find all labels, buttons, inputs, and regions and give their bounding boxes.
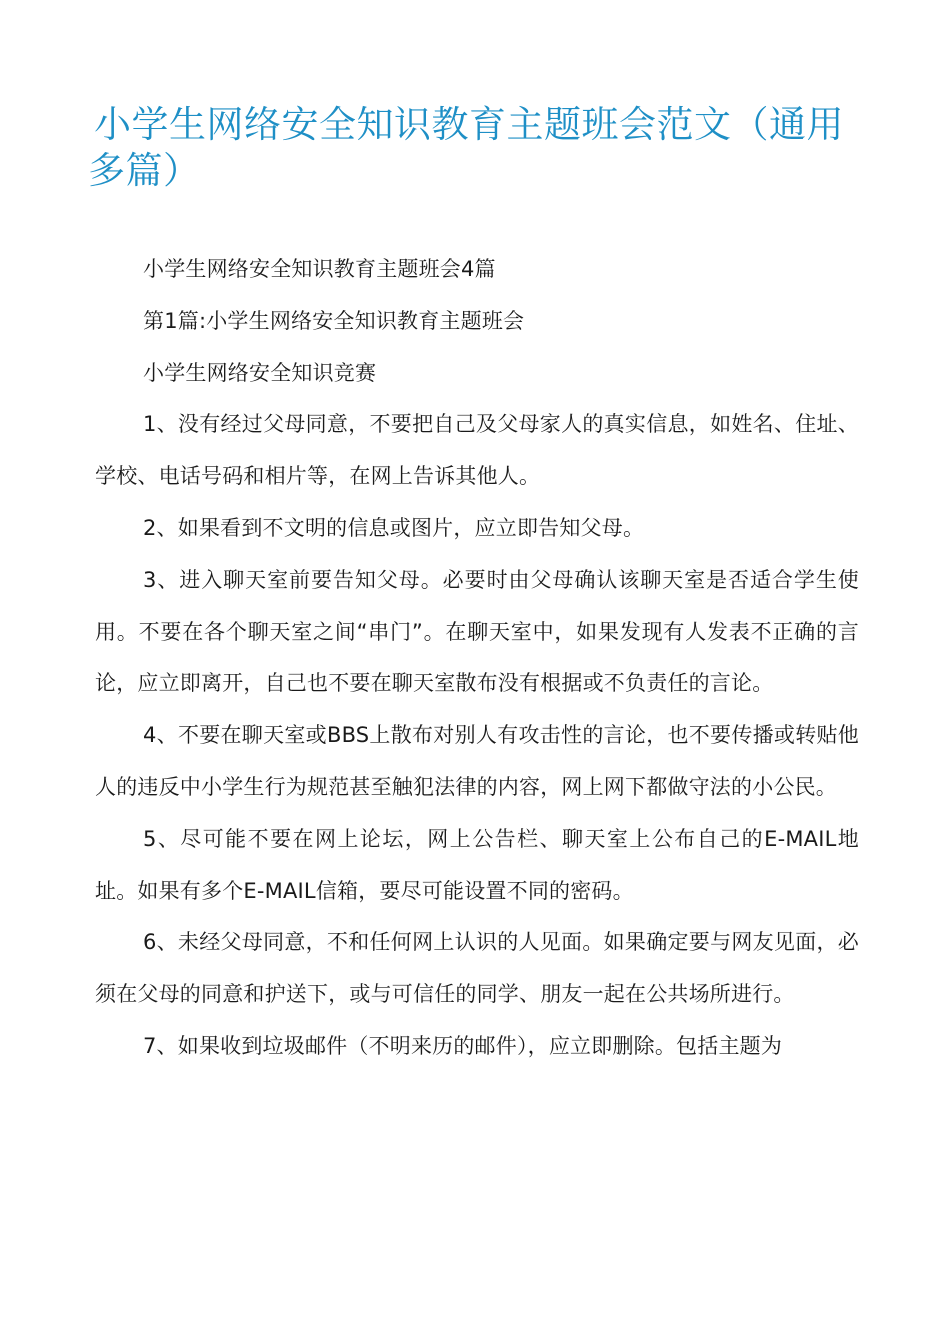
paragraph-section-heading: 第1篇:小学生网络安全知识教育主题班会 [143, 308, 525, 333]
document-body [95, 244, 859, 1073]
document-title: 小学生网络安全知识教育主题班会范文（通用多篇） [88, 103, 844, 192]
paragraph-item-2: 2、如果看到不文明的信息或图片，应立即告知父母。 [143, 515, 645, 540]
paragraph-item-3: 3、进入聊天室前要告知父母。必要时由父母确认该聊天室是否适合学生使用。不要在各个聊天室之间“串门”。在聊天室中，如果发现有人发表不正确的言论，应立即离开，自己也不要在聊天室散布没有根据或不负责任的言论。 [95, 567, 859, 696]
paragraph-item-7: 7、如果收到垃圾邮件（不明来历的邮件），应立即删除。包括主题为 [143, 1033, 783, 1058]
paragraph-contest-heading: 小学生网络安全知识竞赛 [143, 360, 377, 385]
paragraph-item-4: 4、不要在聊天室或BBS上散布对别人有攻击性的言论，也不要传播或转贴他人的违反中小学生行为规范甚至触犯法律的内容，网上网下都做守法的小公民。 [95, 723, 859, 799]
paragraph-subtitle: 小学生网络安全知识教育主题班会4篇 [143, 257, 496, 281]
paragraph-item-6: 6、未经父母同意，不和任何网上认识的人见面。如果确定要与网友见面，必须在父母的同意和护送下，或与可信任的同学、朋友一起在公共场所进行。 [95, 930, 859, 1007]
paragraph-item-5: 5、尽可能不要在网上论坛，网上公告栏、聊天室上公布自己的E-MAIL地址。如果有多个E-MAIL信箱，要尽可能设置不同的密码。 [95, 826, 859, 903]
paragraph-item-1: 1、没有经过父母同意，不要把自己及父母家人的真实信息，如姓名、住址、学校、电话号码和相片等，在网上告诉其他人。 [95, 412, 859, 489]
